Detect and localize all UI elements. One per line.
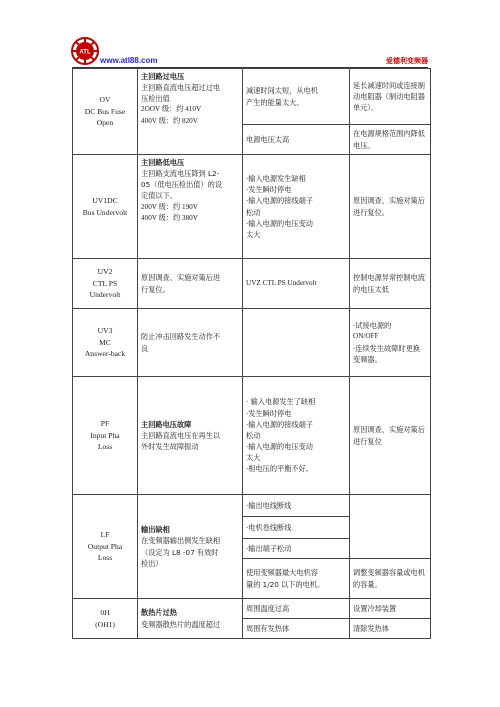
table-row [73,599,431,619]
fault-description: 主回路过电压 主回路直流电压超过过电 压检出值 2OOV 级：约 410V 400V 级：约 820V [138,69,243,155]
site-url-link[interactable]: www.atl88.com [100,56,158,65]
fault-cause: ·输出端子松动 [243,539,350,559]
fault-code: OV DC Bus Fuse Open [73,69,138,155]
fault-description: 原因调查、实施对策后进 行复位。 [138,259,243,309]
fault-description: 主回路低电压 主回路支流电压降到 L2- 05（低电压检出值）的设 定值以下。 200V 级：约 190V 400V 级：约 380V [138,155,243,259]
fault-description: 防止冲击回路发生动作不 良 [138,309,243,377]
fault-cause: ·电机卷线断线 [243,517,350,539]
fault-description: 输出缺相 在变频器输出侧发生缺相 （设定为 L8 -07 有效时 检出） [138,495,243,599]
fault-cause: 减速时间太短，从电机 产生的能量太大。 [243,69,350,125]
fault-code: UV1DC Bus Undervolt [73,155,138,259]
fault-cause: 电源电压太高 [243,125,350,155]
fault-code: UV3 MC Answer-back [73,309,138,377]
fault-remedy: 在电源规格范围内降低 电压。 [350,125,431,155]
fault-remedy: 原因调查、实施对策后 进行复位。 [350,155,431,259]
fault-remedy: 调整变频器容量或电机 的容量。 [350,559,431,599]
fault-remedy: 清除发热体 [350,619,431,639]
fault-remedy: 原因调查、实施对策后 进行复位 [350,377,431,495]
page-header [0,0,500,70]
fault-cause: 周围温度过高 [243,599,350,619]
fault-remedy [350,495,431,559]
table-row [73,377,431,495]
brand-name: 爱德利变频器 [386,57,428,65]
fault-remedy: ·试接电源的 ON/OFF ·连续发生故障时更换 变频器。 [350,309,431,377]
table-row [73,495,431,517]
table-row [73,259,431,309]
fault-code: PF Input Pha Loss [73,377,138,495]
fault-remedy: 控制电源异常控制电流 的电压太低 [350,259,431,309]
company-logo-icon [70,36,100,66]
fault-cause: UVZ CTL PS Undervolt [243,259,350,309]
fault-remedy: 设置冷却装置 [350,599,431,619]
fault-description: 主回路电压故障 主回路直流电压在再生以 外时发生故障振动 [138,377,243,495]
table-row [73,69,431,125]
svg-text:ATL: ATL [79,49,91,56]
fault-cause: 周围有发热体 [243,619,350,639]
fault-remedy: 延长减速时间或连接制 动电阻器（制动电阻器 单元）。 [350,69,431,125]
fault-code: LF Output Pha Loss [73,495,138,599]
fault-cause: 使用变频器最大电机容 量的 1/20 以下的电机。 [243,559,350,599]
fault-cause: ·输入电源发生缺相 ·发生瞬时停电 ·输入电源的接线端子 松动 ·输入电源的电压变动 太大 [243,155,350,259]
fault-code: UV2 CTL PS Undervolt [73,259,138,309]
fault-table [72,68,431,639]
fault-cause: ·输出电线断线 [243,495,350,517]
fault-code: 0H (OH1) [73,599,138,639]
fault-cause [243,309,350,377]
fault-cause: · 输入电源发生了缺相 ·发生瞬时停电 ·输入电源的接线端子 松动 ·输入电源的电压变动 太大 ·相电压的平衡不好。 [243,377,350,495]
table-row [73,155,431,259]
fault-description: 散热片过热 变频器散热片的温度超过 [138,599,243,639]
table-row [73,309,431,377]
